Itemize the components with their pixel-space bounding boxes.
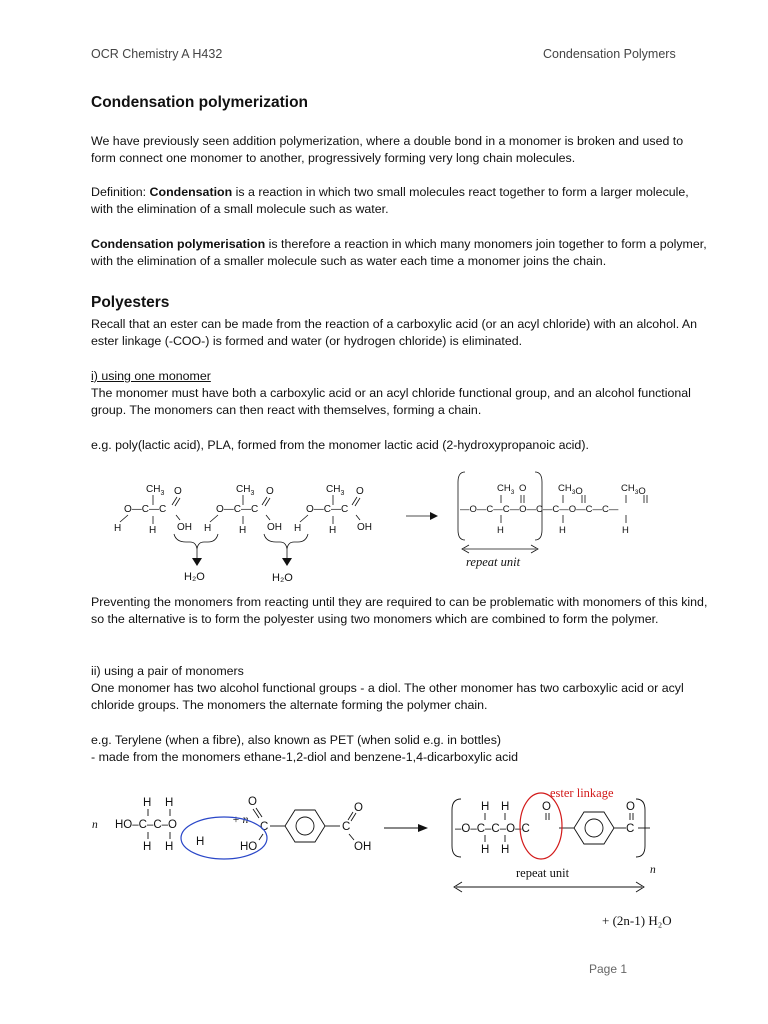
svg-text:O: O bbox=[354, 802, 363, 814]
svg-text:C: C bbox=[260, 821, 269, 833]
svg-text:OH: OH bbox=[354, 841, 372, 853]
n-label-1: n bbox=[92, 819, 98, 831]
svg-text:CH3: $CH_3$ bbox=[497, 483, 515, 496]
pair-monomers-text: One monomer has two alcohol functional groups - a diol. The other monomer has two carboxylic acid or acyl chloride groups. The monomers the alternate forming the polymer chain. bbox=[91, 681, 684, 712]
polyesters-paragraph: Recall that an ester can be made from the reaction of a carboxylic acid (or an acyl chloride) with an alcohol. An ester linkage (-COO-) is formed and water (or hydrogen chloride) is eliminated. bbox=[91, 317, 698, 348]
svg-text:H: H bbox=[622, 525, 629, 536]
svg-text:O: O bbox=[626, 801, 635, 813]
svg-text:H: H bbox=[294, 523, 302, 534]
svg-text:CH3: $CH_3$ bbox=[146, 484, 165, 497]
svg-text:CH3O: $CH_3O$ bbox=[558, 483, 583, 497]
svg-text:H: H bbox=[481, 801, 490, 813]
pair-monomers-heading: ii) using a pair of monomers bbox=[91, 664, 244, 678]
water-eliminated-label: + (2n-1) H₂O bbox=[602, 913, 672, 928]
svg-text:OH: OH bbox=[267, 522, 282, 533]
header-right: Condensation Polymers bbox=[543, 47, 676, 61]
svg-text:H: H bbox=[165, 797, 174, 809]
svg-text:C: C bbox=[342, 821, 351, 833]
svg-text:CH3: $CH_3$ bbox=[326, 484, 345, 497]
svg-text:O: O bbox=[174, 486, 182, 497]
terylene-example: e.g. Terylene (when a fibre), also known as PET (when solid e.g. in bottles) bbox=[91, 733, 502, 747]
svg-text:O: O bbox=[266, 486, 274, 497]
svg-text:H: H bbox=[143, 841, 152, 853]
svg-text:HO: HO bbox=[240, 841, 258, 853]
svg-text:–O–C–C–O–C: –O–C–C–O–C bbox=[455, 823, 530, 835]
svg-text:H: H bbox=[114, 523, 122, 534]
repeat-unit-label-1: repeat unit bbox=[466, 555, 521, 569]
one-monomer-text: The monomer must have both a carboxylic acid or an acyl chloride functional group, and an alcohol functional group. The monomers can then react with themselves, forming a chain. bbox=[91, 386, 691, 417]
monomers-line: - made from the monomers ethane-1,2-diol and benzene-1,4-dicarboxylic acid bbox=[91, 750, 519, 764]
svg-text:O: O bbox=[519, 483, 527, 494]
pla-example: e.g. poly(lactic acid), PLA, formed from the monomer lactic acid (2-hydroxypropanoic acid). bbox=[91, 438, 589, 452]
plus-n-label: + n bbox=[232, 814, 249, 826]
one-monomer-heading: i) using one monomer bbox=[91, 369, 211, 383]
svg-text:O: O bbox=[248, 796, 257, 808]
svg-text:H: H bbox=[501, 801, 510, 813]
polyesters-heading: Polyesters bbox=[91, 294, 170, 311]
svg-text:H: H bbox=[204, 523, 212, 534]
preventing-paragraph: Preventing the monomers from reacting until they are required to can be problematic with monomers of this kind, so the alternative is to form the polyester using two monomers which are combined to form the polymer. bbox=[91, 595, 708, 626]
svg-text:O—C—C: O—C—C bbox=[216, 504, 259, 515]
svg-text:H: H bbox=[196, 836, 205, 848]
svg-text:O: O bbox=[542, 801, 551, 813]
intro-paragraph: We have previously seen addition polymerization, where a double bond in a monomer is broken and used to form connect one monomer to another, progressively forming very long chain molecules. bbox=[91, 134, 684, 165]
cond-poly-text: is therefore a reaction in which many monomers join together to form a polymer, with the elimination of a smaller molecule such as water each time a monomer joins the chain. bbox=[91, 237, 707, 268]
n-label-2: n bbox=[650, 864, 656, 876]
svg-text:H: H bbox=[497, 525, 504, 536]
svg-text:O—C—C: O—C—C bbox=[306, 504, 349, 515]
svg-text:CH3O: $CH_3O$ bbox=[621, 483, 646, 497]
header-left: OCR Chemistry A H432 bbox=[91, 47, 223, 61]
page-number: Page 1 bbox=[589, 962, 628, 976]
svg-text:H: H bbox=[239, 525, 247, 536]
svg-text:H: H bbox=[481, 844, 490, 856]
svg-text:CH3: $CH_3$ bbox=[236, 484, 255, 497]
svg-text:O: O bbox=[356, 486, 364, 497]
page-title: Condensation polymerization bbox=[91, 94, 309, 111]
svg-text:C: C bbox=[626, 823, 635, 835]
svg-text:OH: OH bbox=[177, 522, 192, 533]
svg-text:H: H bbox=[329, 525, 337, 536]
water-label-1: H₂O bbox=[184, 571, 205, 583]
definition-term: Condensation bbox=[149, 185, 233, 199]
cond-poly-term: Condensation polymerisation bbox=[91, 237, 266, 251]
svg-text:OH: OH bbox=[357, 522, 372, 533]
svg-text:H: H bbox=[143, 797, 152, 809]
ester-linkage-label: ester linkage bbox=[550, 786, 614, 800]
definition-prefix: Definition: bbox=[91, 185, 150, 199]
svg-text:H: H bbox=[501, 844, 510, 856]
svg-text:H: H bbox=[165, 841, 174, 853]
water-label-2: H₂O bbox=[272, 572, 293, 584]
definition-text: is a reaction in which two small molecules react together to form a larger molecule, with the elimination of a small molecule such as water. bbox=[91, 185, 689, 216]
svg-text:HO–C–C–O: HO–C–C–O bbox=[115, 819, 177, 831]
svg-text:O—C—C: O—C—C bbox=[124, 504, 167, 515]
svg-text:H: H bbox=[149, 525, 157, 536]
repeat-unit-label-2: repeat unit bbox=[516, 866, 570, 880]
svg-text:—O—C—C—O—C—C—O—C—C—: —O—C—C—O—C—C—O—C—C— bbox=[460, 504, 619, 515]
svg-text:H: H bbox=[559, 525, 566, 536]
